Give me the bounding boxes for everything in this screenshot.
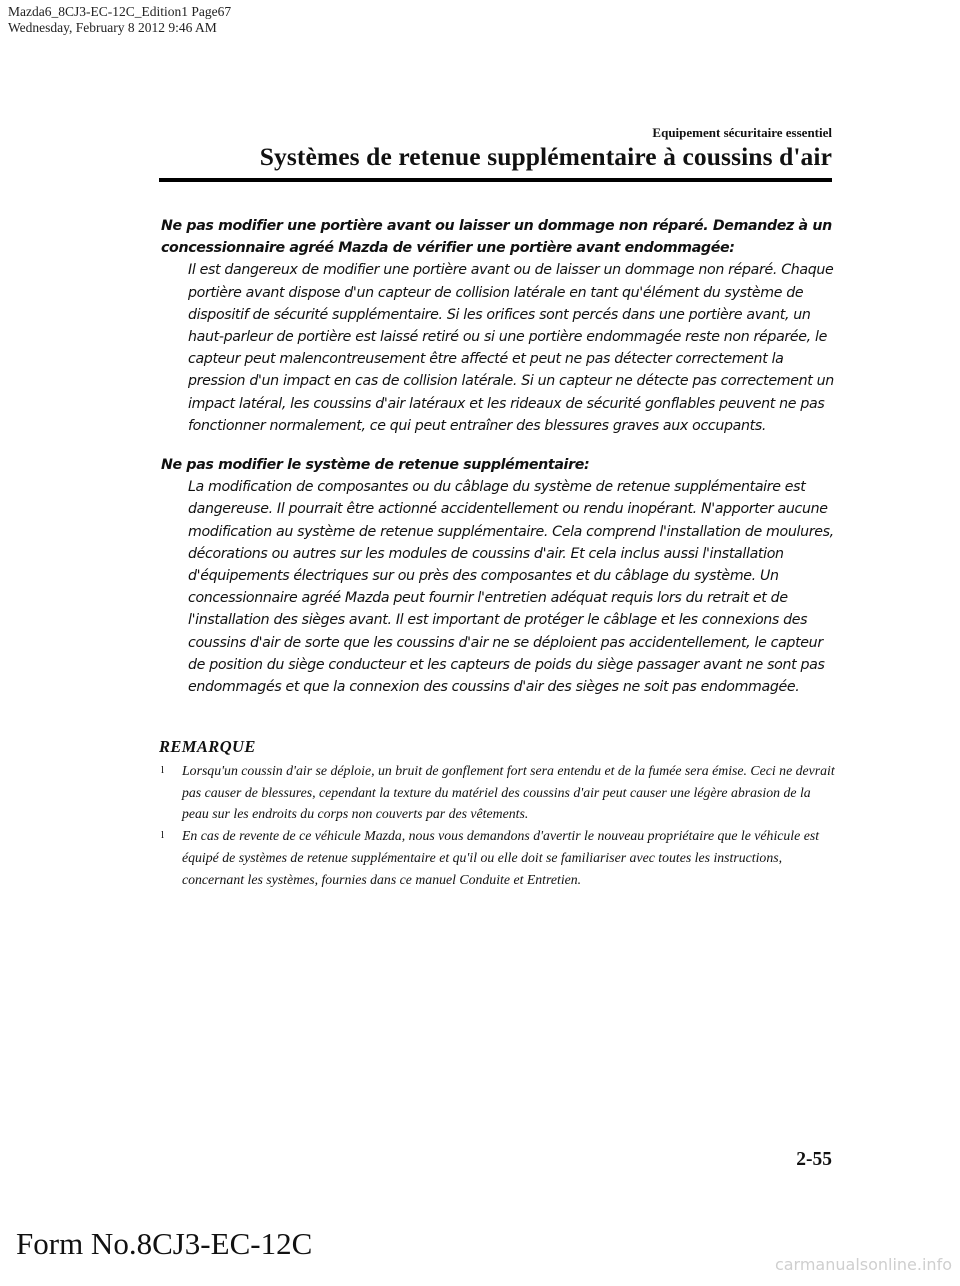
note-item bbox=[159, 760, 837, 825]
print-meta-file-line: Mazda6_8CJ3-EC-12C_Edition1 Page67 bbox=[8, 4, 232, 19]
warning-block-door-modification bbox=[161, 215, 841, 437]
bullet-icon: l bbox=[161, 764, 165, 776]
warning-heading: Ne pas modifier le système de retenue supplémentaire: bbox=[161, 457, 590, 473]
note-item-text: En cas de revente de ce véhicule Mazda, nous vous demandons d'avertir le nouveau propriétaire que le véhicule est équipé de systèmes de retenue supplémentaire et qu'il ou elle doit se familiariser avec toutes les instructions, concernant les systèmes, fournies dans ce manuel Conduite et Entretien. bbox=[182, 828, 820, 887]
print-meta-date-line: Wednesday, February 8 2012 9:46 AM bbox=[8, 20, 217, 35]
title-divider bbox=[159, 178, 832, 182]
note-item-text: Lorsqu'un coussin d'air se déploie, un bruit de gonflement fort sera entendu et de la fumée sera émise. Ceci ne devrait pas causer de blessures, cependant la texture du matériel des coussins d'air peut causer une légère abrasion de la peau sur les endroits du corps non couverts par des vêtements. bbox=[182, 763, 835, 822]
form-number: Form No.8CJ3-EC-12C bbox=[16, 1226, 313, 1261]
page-title: Systèmes de retenue supplémentaire à coussins d'air bbox=[259, 142, 832, 171]
bullet-icon: l bbox=[161, 829, 165, 842]
note-heading: REMARQUE bbox=[159, 737, 256, 756]
print-metadata bbox=[8, 4, 231, 36]
warning-body: Il est dangereux de modifier une portière avant ou de laisser un dommage non réparé. Chaque portière avant dispose d'un capteur de collision latérale en tant qu'élément du système de dispositif de sécurité supplémentaire. Si les orifices sont percés dans une portière avant, un haut-parleur de portière est laissé retiré ou si une portière endommagée reste non réparée, le capteur peut malencontreusement être affecté et peut ne pas détecter correctement la pression d'un impact en cas de collision latérale. Si un capteur ne détecte pas correctement un impact latéral, les coussins d'air latéraux et les rideaux de sécurité gonflables peuvent ne pas fonctionner normalement, ce qui peut entraîner des blessures graves aux occupants. bbox=[188, 262, 834, 434]
warning-heading: Ne pas modifier une portière avant ou laisser un dommage non réparé. Demandez à un concessionnaire agréé Mazda de vérifier une portière avant endommagée: bbox=[161, 218, 832, 257]
warning-body: La modification de composantes ou du câblage du système de retenue supplémentaire est dangereuse. Il pourrait être actionné accidentellement ou rendu inopérant. N'apporter aucune modification au système de retenue supplémentaire. Cela comprend l'installation de moulures, décorations ou autres sur les modules de coussins d'air. Et cela inclus aussi l'installation d'équipements électriques sur ou près des composantes et du câblage du système. Un concessionnaire agréé Mazda peut fournir l'entretien adéquat requis lors du retrait et de l'installation des sièges avant. Il est important de protéger le câblage et les connexions des coussins d'air de sorte que les coussins d'air ne se déploient pas accidentellement, le capteur de position du siège conducteur et les capteurs de poids du siège passager avant ne sont pas endommagés et que la connexion des coussins d'air des sièges ne soit pas endommagée. bbox=[188, 479, 834, 696]
note-item bbox=[159, 825, 837, 890]
watermark: carmanualsonline.info bbox=[774, 1255, 952, 1274]
note-list bbox=[159, 760, 837, 890]
warning-block-srs-modification bbox=[161, 454, 841, 698]
section-label: Equipement sécuritaire essentiel bbox=[652, 125, 832, 140]
page-number: 2-55 bbox=[796, 1149, 832, 1170]
